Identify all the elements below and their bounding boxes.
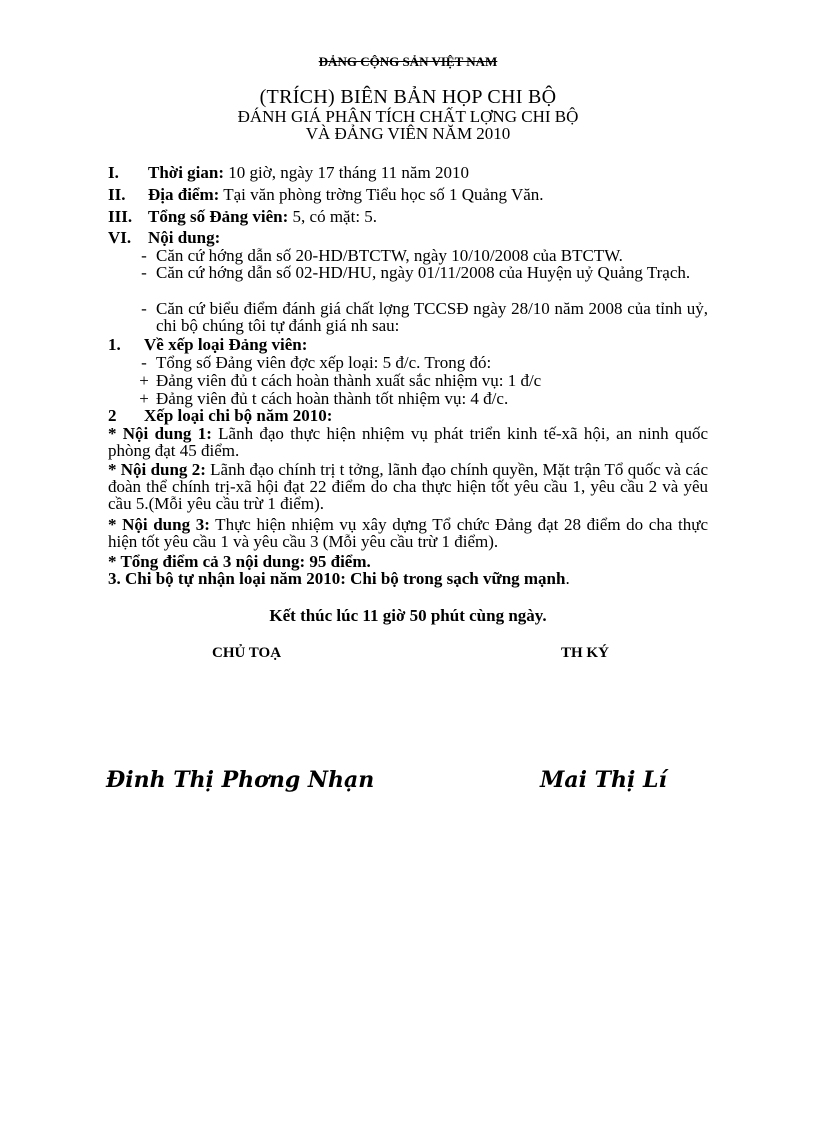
section-members-value: 5, có mặt: 5. (288, 207, 378, 226)
content-item (132, 247, 623, 264)
part-1-detail (132, 372, 541, 389)
part-1-total (132, 354, 491, 371)
part-2-item-2-label: * Nội dung 2: (108, 460, 206, 479)
section-members (108, 208, 377, 225)
section-time-marker: I. (108, 163, 119, 182)
party-name: ĐẢNG CỘNG SẢN VIỆT NAM (318, 54, 498, 69)
closing-statement: Kết thúc lúc 11 giờ 50 phút cùng ngày. (269, 606, 547, 625)
part-2-number: 2 (108, 406, 117, 425)
part-2-item-2 (108, 461, 708, 512)
part-2-item-3-text: Thực hiện nhiệm vụ xây dựng Tổ chức Đảng đạt 28 điểm do cha thực hiện tốt yêu cầu 1 và yêu cầu 3 (Mỗi yêu cầu trừ 1 điểm). (108, 515, 708, 551)
content-item-text: Căn cứ biểu điểm đánh giá chất lợng TCCSĐ ngày 28/10 năm 2008 của tỉnh uỷ, chi bộ chúng tôi tự đánh giá nh sau: (156, 299, 708, 335)
dash-marker: - (141, 299, 147, 318)
part-2-heading (108, 407, 332, 424)
chair-title: CHỦ TOẠ (212, 645, 282, 661)
part-2-item-3-label: * Nội dung 3: (108, 515, 210, 534)
document-title: (TRÍCH) BIÊN BẢN HỌP CHI BỘ (259, 86, 557, 108)
dash-marker: - (141, 353, 147, 372)
part-3-end: . (565, 569, 570, 588)
part-3-text: 3. Chi bộ tự nhận loại năm 2010: Chi bộ trong sạch vững mạnh (108, 569, 566, 588)
secretary-title: TH KÝ (561, 645, 609, 661)
document-subtitle-line-2: VÀ ĐẢNG VIÊN NĂM 2010 (305, 124, 511, 143)
part-1-heading-text: Về xếp loại Đảng viên: (144, 335, 308, 354)
section-members-label: Tổng số Đảng viên: (148, 207, 289, 226)
section-place-label: Địa điểm: (148, 185, 220, 204)
part-1-detail-text: Đảng viên đủ t cách hoàn thành xuất sắc nhiệm vụ: 1 đ/c (156, 371, 542, 390)
part-2-item-3 (108, 516, 708, 550)
part-3-self-assessment (108, 570, 570, 587)
content-item (132, 264, 708, 281)
document-subtitle-line-1: ĐÁNH GIÁ PHÂN TÍCH CHẤT LỢNG CHI BỘ (237, 107, 579, 126)
part-2-item-1-text: Lãnh đạo thực hiện nhiệm vụ phát triển kinh tế-xã hội, an ninh quốc phòng đạt 45 điểm. (108, 424, 709, 460)
section-time-value: 10 giờ, ngày 17 tháng 11 năm 2010 (224, 163, 469, 182)
content-item-text: Căn cứ hớng dẫn số 02-HD/HU, ngày 01/11/2008 của Huyện uỷ Quảng Trạch. (156, 263, 691, 282)
part-1-total-text: Tổng số Đảng viên đợc xếp loại: 5 đ/c. Trong đó: (156, 353, 492, 372)
content-item (132, 300, 708, 334)
part-1-detail-text: Đảng viên đủ t cách hoàn thành tốt nhiệm vụ: 4 đ/c. (156, 389, 509, 408)
chair-signature-name: Đinh Thị Phơng Nhạn (106, 767, 375, 793)
section-place-marker: II. (108, 185, 126, 204)
section-place-value: Tại văn phòng trờng Tiểu học số 1 Quảng Văn. (219, 185, 544, 204)
dash-marker: - (141, 246, 147, 265)
section-time (108, 164, 469, 181)
part-2-item-1 (108, 425, 708, 459)
plus-marker: + (139, 371, 149, 390)
section-members-marker: III. (108, 207, 133, 226)
secretary-signature-name: Mai Thị Lí (540, 767, 667, 793)
content-item-text: Căn cứ hớng dẫn số 20-HD/BTCTW, ngày 10/10/2008 của BTCTW. (156, 246, 623, 265)
section-place (108, 186, 544, 203)
part-2-item-1-label: * Nội dung 1: (108, 424, 212, 443)
section-content (108, 229, 220, 246)
part-2-item-2-text: Lãnh đạo chính trị t tởng, lãnh đạo chính quyền, Mặt trận Tổ quốc và các đoàn thể chính trị-xã hội đạt 22 điểm do cha thực hiện tốt yêu cầu 1, yêu cầu 2 và yêu cầu 5.(Mỗi yêu cầu trừ 1 điểm). (108, 460, 708, 513)
section-content-marker: VI. (108, 228, 132, 247)
part-1-number: 1. (108, 335, 121, 354)
section-time-label: Thời gian: (148, 163, 225, 182)
part-1-heading (108, 336, 307, 353)
part-2-heading-text: Xếp loại chi bộ năm 2010: (144, 406, 333, 425)
plus-marker: + (139, 389, 149, 408)
part-1-detail (132, 390, 508, 407)
dash-marker: - (141, 263, 147, 282)
section-content-label: Nội dung: (148, 228, 221, 247)
part-2-total-score: * Tổng điểm cả 3 nội dung: 95 điểm. (108, 552, 371, 571)
